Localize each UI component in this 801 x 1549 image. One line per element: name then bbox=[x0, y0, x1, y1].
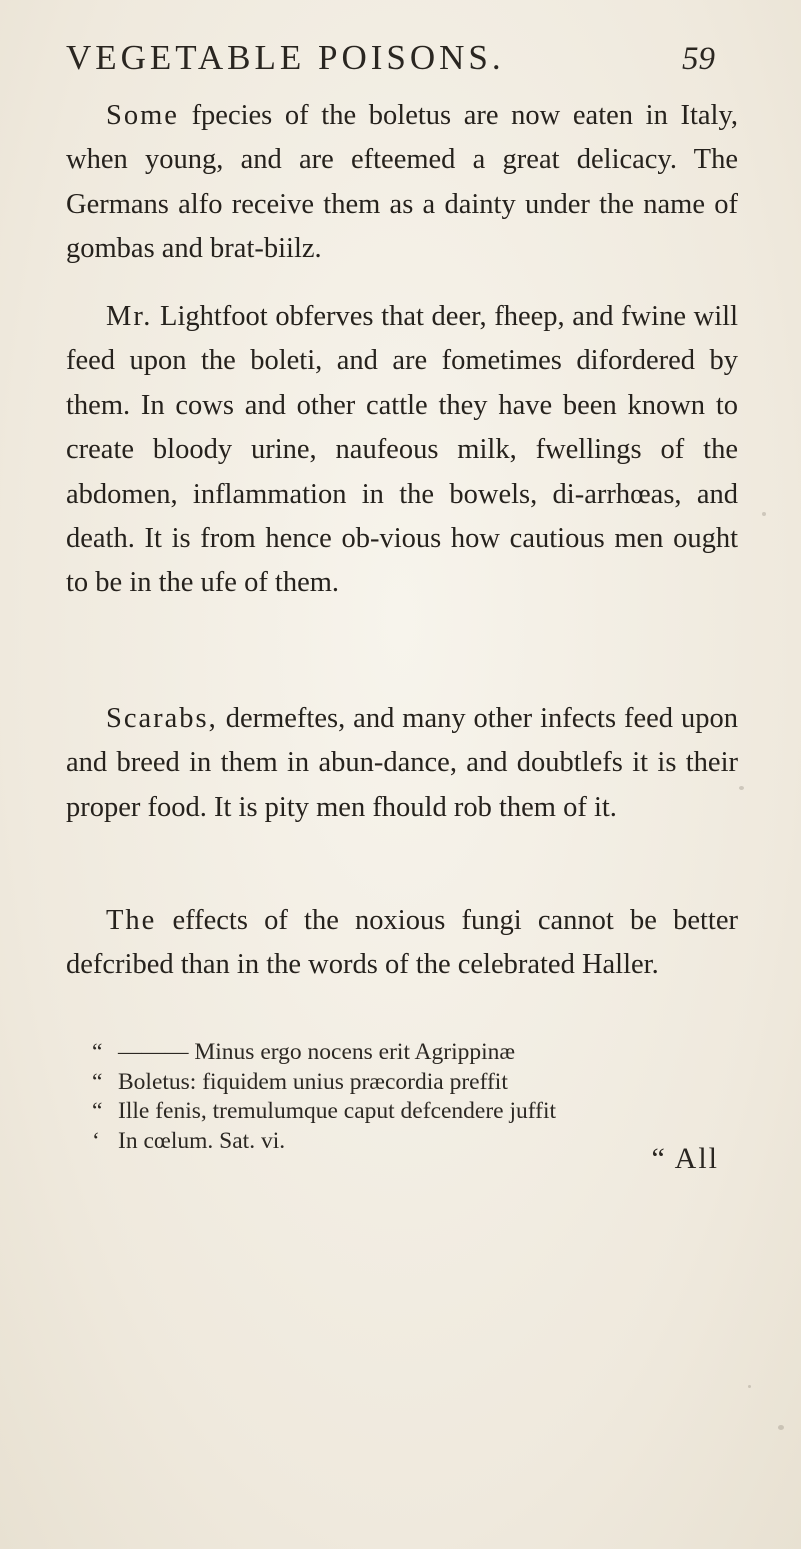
quote-text: Boletus: fiquidem unius præcordia preffit bbox=[118, 1068, 508, 1095]
quote-mark: ‘ bbox=[92, 1127, 100, 1154]
quote-line bbox=[92, 1068, 742, 1098]
paragraph-haller bbox=[66, 899, 738, 988]
quote-line bbox=[92, 1127, 742, 1157]
paragraph-text: effects of the noxious fungi cannot be better defcribed than in the words of the celebrated Haller. bbox=[66, 905, 738, 981]
paragraph-lightfoot bbox=[66, 295, 738, 606]
quote-line bbox=[92, 1038, 742, 1068]
paragraph-scarabs bbox=[66, 697, 738, 830]
running-head: VEGETABLE POISONS. bbox=[66, 38, 505, 77]
paragraph-text: dermeftes, and many other infects feed upon and breed in them in abun-dance, and doubtlefs it is their proper food. It is pity men fhould rob them of it. bbox=[66, 703, 738, 823]
paragraph-lead: The bbox=[106, 905, 157, 936]
page-header bbox=[66, 38, 715, 78]
quote-text: In cœlum. Sat. vi. bbox=[118, 1127, 286, 1154]
paragraph-text: Lightfoot obferves that deer, fheep, and fwine will feed upon the boleti, and are fometimes difordered by them. In cows and other cattle they have been known to create bloody urine, naufeous milk, fwellings of the abdomen, inflammation in the bowels, di-arrhœas, and death. It is from hence ob-vious how cautious men ought to be in the ufe of them. bbox=[66, 301, 738, 599]
paragraph-boletus-italy bbox=[66, 94, 738, 272]
latin-quotation bbox=[92, 1038, 742, 1156]
paper-speck bbox=[762, 512, 766, 516]
quote-mark: “ bbox=[92, 1039, 103, 1065]
quote-text: Ille fenis, tremulumque caput defcendere juffit bbox=[118, 1098, 557, 1124]
quote-mark: “ bbox=[92, 1068, 103, 1095]
paragraph-lead: Scarabs, bbox=[106, 703, 218, 734]
paper-speck bbox=[739, 786, 744, 790]
paper-speck bbox=[778, 1425, 784, 1430]
page-number: 59 bbox=[682, 41, 715, 77]
paper-speck bbox=[748, 1385, 751, 1388]
quote-mark: “ bbox=[92, 1098, 103, 1124]
paragraph-lead: Mr. bbox=[106, 301, 153, 332]
quote-line bbox=[92, 1097, 742, 1127]
paragraph-text: fpecies of the boletus are now eaten in Italy, when young, and are efteemed a great delicacy. The Germans alfo receive them as a dainty under the name of gombas and brat-biilz. bbox=[66, 100, 738, 265]
paragraph-lead: Some bbox=[106, 100, 179, 131]
catchword: “ All bbox=[651, 1142, 719, 1175]
quote-text: ——— Minus ergo nocens erit Agrippinæ bbox=[118, 1039, 516, 1065]
